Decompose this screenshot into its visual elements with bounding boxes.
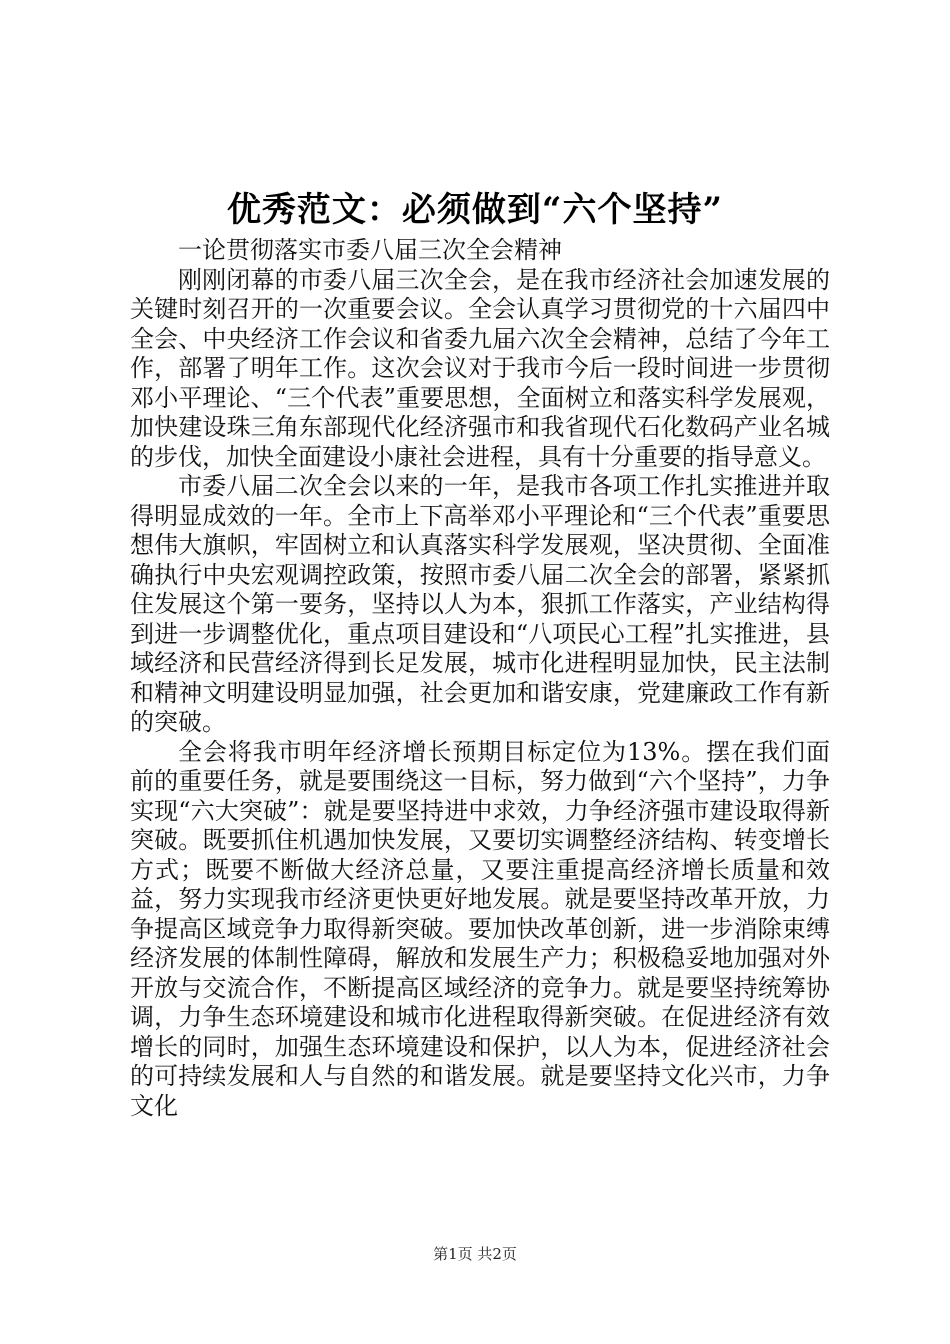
paragraph: 市委八届二次全会以来的一年，是我市各项工作扎实推进并取得明显成效的一年。全市上下高举邓小平理论和“三个代表”重要思想伟大旗帜，牢固树立和认真落实科学发展观，坚决贯彻、全面准确执行中央宏观调控政策，按照市委八届二次全会的部署，紧紧抓住发展这个第一要务，坚持以人为本，狠抓工作落实，产业结构得到进一步调整优化，重点项目建设和“八项民心工程”扎实推进，县域经济和民营经济得到长足发展，城市化进程明显加快，民主法制和精神文明建设明显加强，社会更加和谐安康，党建廉政工作有新的突破。	[130, 472, 830, 736]
document-body	[130, 236, 830, 1121]
document-title: 优秀范文：必须做到“六个坚持”	[226, 190, 724, 230]
document-subtitle: 一论贯彻落实市委八届三次全会精神	[178, 236, 562, 264]
page-number-footer: 第1页 共2页	[433, 1245, 517, 1263]
paragraph: 刚刚闭幕的市委八届三次全会，是在我市经济社会加速发展的关键时刻召开的一次重要会议。全会认真学习贯彻党的十六届四中全会、中央经济工作会议和省委九届六次全会精神，总结了今年工作，部署了明年工作。这次会议对于我市今后一段时间进一步贯彻邓小平理论、“三个代表”重要思想，全面树立和落实科学发展观，加快建设珠三角东部现代化经济强市和我省现代石化数码产业名城的步伐，加快全面建设小康社会进程，具有十分重要的指导意义。	[130, 265, 830, 471]
paragraph: 全会将我市明年经济增长预期目标定位为13%。摆在我们面前的重要任务，就是要围绕这一目标，努力做到“六个坚持”，力争实现“六大突破”：就是要坚持进中求效，力争经济强市建设取得新突破。既要抓住机遇加快发展，又要切实调整经济结构、转变增长方式；既要不断做大经济总量，又要注重提高经济增长质量和效益，努力实现我市经济更快更好地发展。就是要坚持改革开放，力争提高区域竞争力取得新突破。要加快改革创新，进一步消除束缚经济发展的体制性障碍，解放和发展生产力；积极稳妥地加强对外开放与交流合作，不断提高区域经济的竞争力。就是要坚持统筹协调，力争生态环境建设和城市化进程取得新突破。在促进经济有效增长的同时，加强生态环境建设和保护，以人为本，促进经济社会的可持续发展和人与自然的和谐发展。就是要坚持文化兴市，力争文化	[130, 737, 830, 1120]
